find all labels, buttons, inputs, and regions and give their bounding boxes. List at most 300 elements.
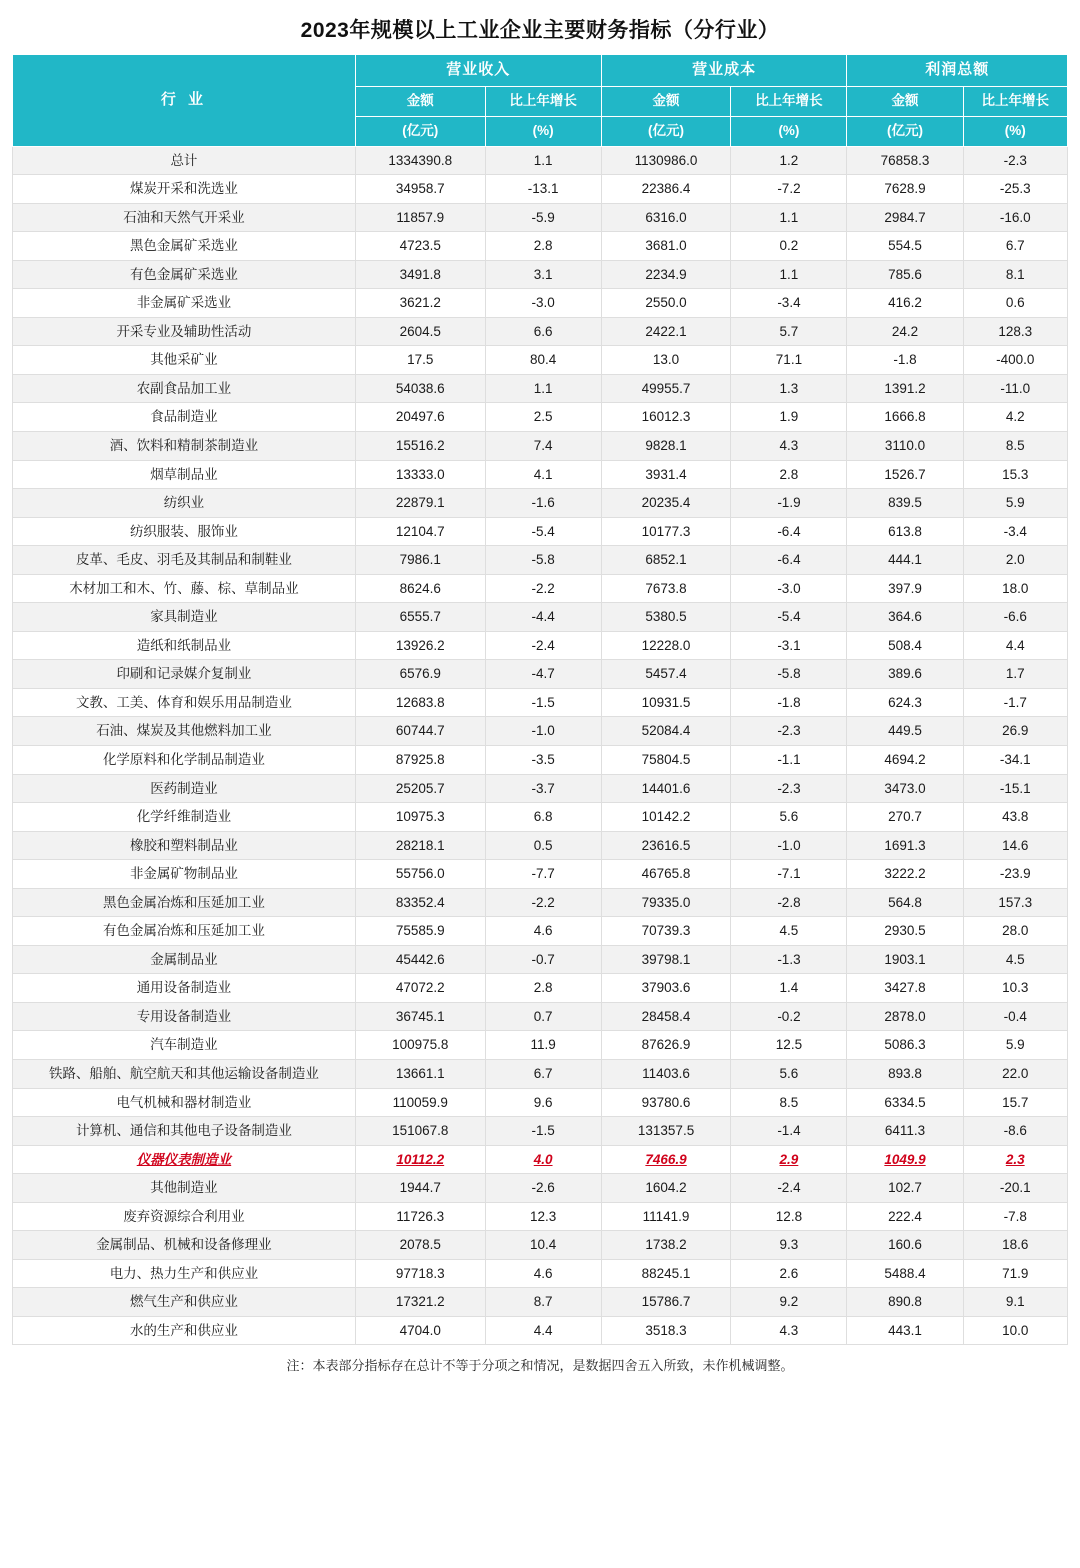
cell-revenue-growth: 2.8 [485,232,601,261]
cell-revenue-amount: 100975.8 [355,1031,485,1060]
cell-revenue-amount: 47072.2 [355,974,485,1003]
cell-cost-amount: 93780.6 [601,1088,731,1117]
row-industry-name: 食品制造业 [13,403,356,432]
cell-revenue-amount: 60744.7 [355,717,485,746]
cell-revenue-growth: 80.4 [485,346,601,375]
cell-profit-amount: 2930.5 [847,917,963,946]
cell-revenue-amount: 87925.8 [355,745,485,774]
table-row [13,1145,1068,1174]
column-header-revenue-amount: 金额 [355,86,485,116]
cell-profit-amount: 3110.0 [847,431,963,460]
table-note: 注：本表部分指标存在总计不等于分项之和情况，是数据四舍五入所致，未作机械调整。 [286,1358,794,1374]
cell-profit-growth: 28.0 [963,917,1067,946]
row-industry-name: 专用设备制造业 [13,1002,356,1031]
cell-profit-growth: 8.5 [963,431,1067,460]
cell-profit-growth: -34.1 [963,745,1067,774]
cell-revenue-amount: 10112.2 [355,1145,485,1174]
row-industry-name: 燃气生产和供应业 [13,1288,356,1317]
cell-cost-amount: 15786.7 [601,1288,731,1317]
row-industry-name: 计算机、通信和其他电子设备制造业 [13,1117,356,1146]
row-industry-name: 造纸和纸制品业 [13,631,356,660]
cell-profit-growth: -16.0 [963,203,1067,232]
table-row [13,346,1068,375]
cell-revenue-growth: -13.1 [485,175,601,204]
cell-revenue-amount: 34958.7 [355,175,485,204]
cell-revenue-growth: 2.8 [485,974,601,1003]
cell-revenue-amount: 45442.6 [355,945,485,974]
cell-revenue-growth: 11.9 [485,1031,601,1060]
row-industry-name: 铁路、船舶、航空航天和其他运输设备制造业 [13,1060,356,1089]
cell-revenue-growth: -5.8 [485,546,601,575]
cell-cost-growth: -1.0 [731,831,847,860]
cell-revenue-growth: 10.4 [485,1231,601,1260]
cell-profit-growth: 8.1 [963,260,1067,289]
cell-cost-growth: -2.3 [731,717,847,746]
cell-profit-growth: -2.3 [963,146,1067,175]
cell-revenue-growth: 3.1 [485,260,601,289]
cell-profit-amount: 397.9 [847,574,963,603]
cell-revenue-amount: 25205.7 [355,774,485,803]
cell-cost-growth: 2.8 [731,460,847,489]
table-row [13,660,1068,689]
row-industry-name: 石油、煤炭及其他燃料加工业 [13,717,356,746]
table-row [13,489,1068,518]
cell-revenue-growth: 8.7 [485,1288,601,1317]
table-row [13,460,1068,489]
cell-revenue-growth: -7.7 [485,860,601,889]
row-industry-name: 黑色金属矿采选业 [13,232,356,261]
cell-cost-amount: 75804.5 [601,745,731,774]
table-row [13,517,1068,546]
table-row [13,917,1068,946]
cell-profit-amount: 564.8 [847,888,963,917]
cell-cost-amount: 49955.7 [601,374,731,403]
row-industry-name: 煤炭开采和洗选业 [13,175,356,204]
cell-revenue-growth: 4.6 [485,1259,601,1288]
cell-profit-growth: 128.3 [963,317,1067,346]
cell-cost-growth: -5.8 [731,660,847,689]
cell-revenue-amount: 151067.8 [355,1117,485,1146]
row-industry-name: 烟草制品业 [13,460,356,489]
cell-revenue-amount: 55756.0 [355,860,485,889]
cell-revenue-amount: 54038.6 [355,374,485,403]
cell-revenue-amount: 20497.6 [355,403,485,432]
cell-profit-growth: -20.1 [963,1174,1067,1203]
cell-profit-amount: 890.8 [847,1288,963,1317]
row-industry-name: 化学纤维制造业 [13,803,356,832]
cell-profit-amount: 3473.0 [847,774,963,803]
cell-profit-growth: 15.3 [963,460,1067,489]
cell-revenue-amount: 1944.7 [355,1174,485,1203]
cell-revenue-amount: 11857.9 [355,203,485,232]
cell-profit-growth: 26.9 [963,717,1067,746]
cell-cost-growth: 1.2 [731,146,847,175]
cell-profit-amount: 449.5 [847,717,963,746]
table-row [13,860,1068,889]
table-row [13,1031,1068,1060]
cell-cost-amount: 6852.1 [601,546,731,575]
cell-cost-amount: 10142.2 [601,803,731,832]
table-row [13,688,1068,717]
table-row [13,888,1068,917]
cell-revenue-amount: 110059.9 [355,1088,485,1117]
row-industry-name: 皮革、毛皮、羽毛及其制品和制鞋业 [13,546,356,575]
cell-cost-amount: 3931.4 [601,460,731,489]
table-row [13,803,1068,832]
table-row [13,431,1068,460]
cell-cost-amount: 23616.5 [601,831,731,860]
cell-revenue-growth: -1.5 [485,1117,601,1146]
financial-indicators-table [12,54,1068,1345]
cell-profit-growth: 18.6 [963,1231,1067,1260]
table-row [13,1088,1068,1117]
cell-revenue-growth: 6.7 [485,1060,601,1089]
cell-cost-growth: -3.0 [731,574,847,603]
cell-revenue-amount: 6555.7 [355,603,485,632]
cell-profit-growth: -0.4 [963,1002,1067,1031]
row-industry-name: 其他采矿业 [13,346,356,375]
cell-revenue-growth: 9.6 [485,1088,601,1117]
cell-revenue-growth: 1.1 [485,374,601,403]
cell-profit-growth: 15.7 [963,1088,1067,1117]
cell-cost-amount: 131357.5 [601,1117,731,1146]
table-row [13,1259,1068,1288]
cell-profit-amount: 1691.3 [847,831,963,860]
cell-cost-growth: 4.5 [731,917,847,946]
cell-profit-growth: -15.1 [963,774,1067,803]
table-body [13,146,1068,1345]
row-industry-name: 通用设备制造业 [13,974,356,1003]
cell-profit-growth: 10.0 [963,1316,1067,1345]
cell-revenue-amount: 2604.5 [355,317,485,346]
cell-cost-growth: 12.5 [731,1031,847,1060]
cell-cost-amount: 10931.5 [601,688,731,717]
cell-revenue-growth: -5.4 [485,517,601,546]
row-industry-name: 有色金属冶炼和压延加工业 [13,917,356,946]
column-header-profit-amount: 金额 [847,86,963,116]
cell-cost-amount: 11403.6 [601,1060,731,1089]
row-industry-name: 电力、热力生产和供应业 [13,1259,356,1288]
cell-cost-amount: 52084.4 [601,717,731,746]
cell-profit-amount: 444.1 [847,546,963,575]
cell-profit-amount: -1.8 [847,346,963,375]
cell-cost-growth: -3.1 [731,631,847,660]
cell-revenue-growth: -2.4 [485,631,601,660]
cell-profit-amount: 270.7 [847,803,963,832]
table-row [13,974,1068,1003]
row-industry-name: 木材加工和木、竹、藤、棕、草制品业 [13,574,356,603]
cell-revenue-growth: -3.7 [485,774,601,803]
cell-profit-growth: -25.3 [963,175,1067,204]
cell-cost-amount: 6316.0 [601,203,731,232]
cell-revenue-amount: 15516.2 [355,431,485,460]
cell-profit-amount: 222.4 [847,1202,963,1231]
table-row [13,403,1068,432]
header-row-groups [13,55,1068,87]
column-group-revenue: 营业收入 [355,55,601,87]
cell-cost-growth: 1.4 [731,974,847,1003]
cell-cost-amount: 3681.0 [601,232,731,261]
cell-revenue-growth: 4.6 [485,917,601,946]
row-industry-name: 酒、饮料和精制茶制造业 [13,431,356,460]
cell-cost-growth: -1.8 [731,688,847,717]
cell-cost-growth: -1.9 [731,489,847,518]
cell-cost-growth: -1.3 [731,945,847,974]
cell-revenue-amount: 12683.8 [355,688,485,717]
cell-cost-amount: 2550.0 [601,289,731,318]
row-industry-name: 家具制造业 [13,603,356,632]
table-row [13,945,1068,974]
cell-profit-growth: -11.0 [963,374,1067,403]
cell-profit-amount: 554.5 [847,232,963,261]
cell-profit-growth: 4.2 [963,403,1067,432]
table-row [13,1316,1068,1345]
cell-revenue-amount: 22879.1 [355,489,485,518]
cell-profit-growth: 2.0 [963,546,1067,575]
unit-revenue-growth: (%) [485,116,601,146]
cell-revenue-growth: -2.2 [485,888,601,917]
cell-cost-amount: 70739.3 [601,917,731,946]
row-industry-name: 印刷和记录媒介复制业 [13,660,356,689]
column-header-cost-amount: 金额 [601,86,731,116]
table-row [13,146,1068,175]
cell-revenue-amount: 28218.1 [355,831,485,860]
cell-cost-growth: 12.8 [731,1202,847,1231]
cell-revenue-growth: -1.5 [485,688,601,717]
row-industry-name: 总计 [13,146,356,175]
table-row [13,574,1068,603]
cell-revenue-amount: 13926.2 [355,631,485,660]
column-header-profit-growth: 比上年增长 [963,86,1067,116]
cell-profit-growth: -6.6 [963,603,1067,632]
cell-cost-amount: 10177.3 [601,517,731,546]
cell-revenue-amount: 7986.1 [355,546,485,575]
cell-profit-growth: 9.1 [963,1288,1067,1317]
cell-revenue-amount: 3621.2 [355,289,485,318]
cell-profit-growth: 5.9 [963,489,1067,518]
cell-cost-growth: 1.3 [731,374,847,403]
cell-revenue-growth: -2.2 [485,574,601,603]
cell-cost-amount: 37903.6 [601,974,731,1003]
cell-revenue-growth: -0.7 [485,945,601,974]
cell-cost-growth: 5.6 [731,803,847,832]
cell-cost-amount: 2422.1 [601,317,731,346]
cell-cost-amount: 11141.9 [601,1202,731,1231]
cell-profit-growth: 71.9 [963,1259,1067,1288]
cell-cost-growth: -1.1 [731,745,847,774]
cell-revenue-amount: 97718.3 [355,1259,485,1288]
cell-revenue-amount: 1334390.8 [355,146,485,175]
cell-cost-growth: 1.1 [731,260,847,289]
cell-profit-amount: 2878.0 [847,1002,963,1031]
cell-revenue-growth: 0.7 [485,1002,601,1031]
table-row [13,546,1068,575]
cell-profit-growth: 43.8 [963,803,1067,832]
cell-revenue-amount: 17.5 [355,346,485,375]
cell-cost-growth: 0.2 [731,232,847,261]
row-industry-name: 电气机械和器材制造业 [13,1088,356,1117]
table-row [13,631,1068,660]
row-industry-name: 汽车制造业 [13,1031,356,1060]
cell-profit-growth: -7.8 [963,1202,1067,1231]
row-industry-name: 化学原料和化学制品制造业 [13,745,356,774]
row-industry-name: 非金属矿物制品业 [13,860,356,889]
table-row [13,1202,1068,1231]
cell-revenue-growth: -4.4 [485,603,601,632]
cell-cost-growth: -3.4 [731,289,847,318]
cell-revenue-growth: 4.4 [485,1316,601,1345]
cell-profit-amount: 1666.8 [847,403,963,432]
cell-revenue-growth: 0.5 [485,831,601,860]
cell-cost-amount: 5380.5 [601,603,731,632]
cell-cost-amount: 20235.4 [601,489,731,518]
cell-profit-growth: -23.9 [963,860,1067,889]
cell-cost-growth: 71.1 [731,346,847,375]
cell-cost-growth: -1.4 [731,1117,847,1146]
cell-cost-growth: -2.8 [731,888,847,917]
cell-revenue-amount: 13661.1 [355,1060,485,1089]
table-row [13,203,1068,232]
table-row [13,374,1068,403]
row-industry-name: 农副食品加工业 [13,374,356,403]
cell-revenue-growth: -5.9 [485,203,601,232]
cell-cost-amount: 7673.8 [601,574,731,603]
cell-profit-amount: 893.8 [847,1060,963,1089]
cell-cost-amount: 9828.1 [601,431,731,460]
table-row [13,1060,1068,1089]
cell-profit-amount: 389.6 [847,660,963,689]
row-industry-name: 有色金属矿采选业 [13,260,356,289]
row-industry-name: 开采专业及辅助性活动 [13,317,356,346]
cell-cost-growth: 1.1 [731,203,847,232]
unit-profit-growth: (%) [963,116,1067,146]
cell-cost-amount: 79335.0 [601,888,731,917]
column-group-cost: 营业成本 [601,55,847,87]
cell-cost-growth: -5.4 [731,603,847,632]
cell-profit-growth: 4.5 [963,945,1067,974]
table-row [13,1288,1068,1317]
cell-revenue-growth: -1.6 [485,489,601,518]
table-row [13,745,1068,774]
table-row [13,831,1068,860]
cell-profit-amount: 364.6 [847,603,963,632]
row-industry-name: 黑色金属冶炼和压延加工业 [13,888,356,917]
table-header [13,55,1068,147]
cell-revenue-amount: 2078.5 [355,1231,485,1260]
row-industry-name: 金属制品业 [13,945,356,974]
row-industry-name: 石油和天然气开采业 [13,203,356,232]
cell-revenue-amount: 11726.3 [355,1202,485,1231]
cell-profit-amount: 3427.8 [847,974,963,1003]
cell-profit-growth: 6.7 [963,232,1067,261]
cell-profit-amount: 5086.3 [847,1031,963,1060]
cell-profit-amount: 1526.7 [847,460,963,489]
cell-cost-amount: 87626.9 [601,1031,731,1060]
cell-revenue-amount: 83352.4 [355,888,485,917]
cell-cost-growth: -7.2 [731,175,847,204]
cell-revenue-amount: 6576.9 [355,660,485,689]
cell-revenue-growth: 4.1 [485,460,601,489]
row-industry-name: 橡胶和塑料制品业 [13,831,356,860]
row-industry-name: 文教、工美、体育和娱乐用品制造业 [13,688,356,717]
row-industry-name: 其他制造业 [13,1174,356,1203]
cell-revenue-growth: 12.3 [485,1202,601,1231]
row-industry-name: 非金属矿采选业 [13,289,356,318]
cell-profit-growth: 5.9 [963,1031,1067,1060]
cell-revenue-amount: 12104.7 [355,517,485,546]
cell-cost-amount: 22386.4 [601,175,731,204]
cell-profit-growth: -1.7 [963,688,1067,717]
cell-cost-amount: 39798.1 [601,945,731,974]
table-row [13,1117,1068,1146]
cell-cost-growth: -7.1 [731,860,847,889]
cell-revenue-growth: 7.4 [485,431,601,460]
row-industry-name: 医药制造业 [13,774,356,803]
unit-profit-amount: (亿元) [847,116,963,146]
cell-profit-amount: 7628.9 [847,175,963,204]
cell-cost-growth: -6.4 [731,517,847,546]
cell-profit-amount: 624.3 [847,688,963,717]
cell-cost-growth: 2.9 [731,1145,847,1174]
cell-revenue-amount: 10975.3 [355,803,485,832]
cell-cost-amount: 28458.4 [601,1002,731,1031]
cell-profit-amount: 443.1 [847,1316,963,1345]
table-row [13,1174,1068,1203]
cell-profit-amount: 6411.3 [847,1117,963,1146]
cell-cost-growth: -2.3 [731,774,847,803]
cell-cost-growth: 8.5 [731,1088,847,1117]
cell-cost-amount: 16012.3 [601,403,731,432]
cell-cost-growth: 9.3 [731,1231,847,1260]
table-row [13,289,1068,318]
cell-profit-growth: -8.6 [963,1117,1067,1146]
cell-profit-amount: 76858.3 [847,146,963,175]
cell-profit-amount: 160.6 [847,1231,963,1260]
cell-cost-growth: 4.3 [731,1316,847,1345]
cell-revenue-amount: 13333.0 [355,460,485,489]
cell-profit-growth: 10.3 [963,974,1067,1003]
cell-cost-amount: 2234.9 [601,260,731,289]
cell-profit-growth: -3.4 [963,517,1067,546]
table-row [13,717,1068,746]
cell-profit-growth: 18.0 [963,574,1067,603]
table-row [13,317,1068,346]
cell-revenue-growth: 6.8 [485,803,601,832]
row-industry-name: 纺织业 [13,489,356,518]
cell-cost-amount: 1604.2 [601,1174,731,1203]
cell-revenue-amount: 17321.2 [355,1288,485,1317]
table-row [13,774,1068,803]
cell-revenue-amount: 4704.0 [355,1316,485,1345]
table-row [13,603,1068,632]
cell-revenue-growth: -4.7 [485,660,601,689]
cell-profit-amount: 5488.4 [847,1259,963,1288]
cell-cost-growth: -2.4 [731,1174,847,1203]
cell-cost-amount: 88245.1 [601,1259,731,1288]
cell-cost-amount: 14401.6 [601,774,731,803]
cell-profit-amount: 416.2 [847,289,963,318]
cell-cost-amount: 3518.3 [601,1316,731,1345]
column-header-cost-growth: 比上年增长 [731,86,847,116]
unit-revenue-amount: (亿元) [355,116,485,146]
cell-profit-growth: 14.6 [963,831,1067,860]
table-row [13,1231,1068,1260]
cell-revenue-growth: -1.0 [485,717,601,746]
cell-cost-growth: 4.3 [731,431,847,460]
cell-cost-amount: 1738.2 [601,1231,731,1260]
cell-profit-growth: 22.0 [963,1060,1067,1089]
cell-profit-amount: 785.6 [847,260,963,289]
